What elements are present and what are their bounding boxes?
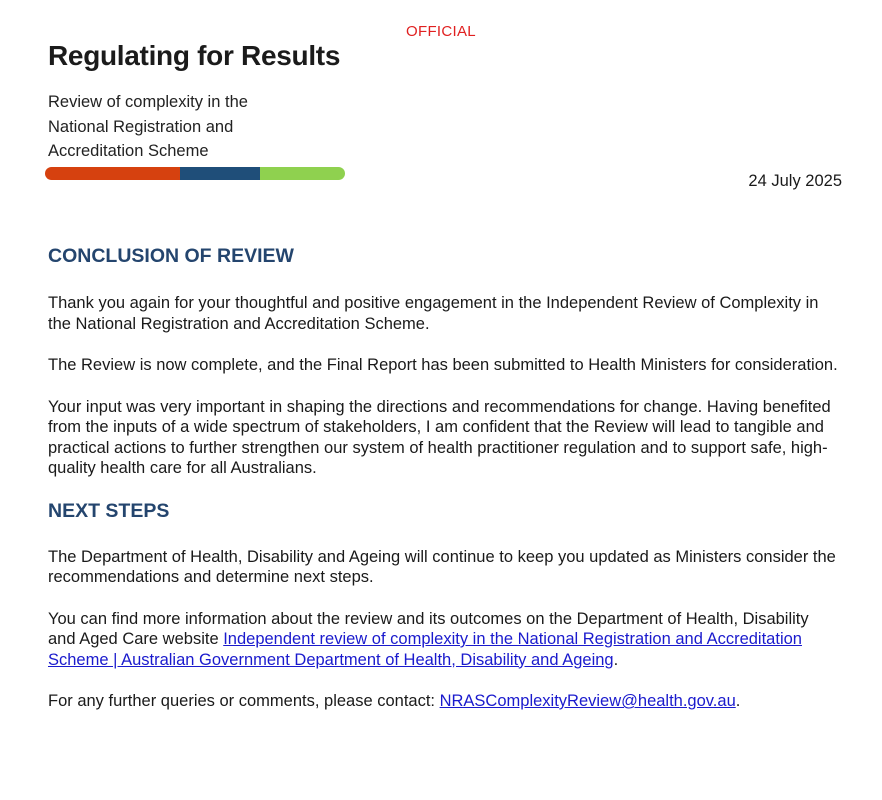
- brand-title: Regulating for Results: [48, 40, 341, 71]
- next-steps-heading: NEXT STEPS: [48, 499, 170, 522]
- paragraph-text: For any further queries or comments, please contact:: [48, 692, 440, 710]
- letter-date: 24 July 2025: [748, 172, 842, 190]
- contact-email-link[interactable]: NRASComplexityReview@health.gov.au: [439, 692, 736, 710]
- next-steps-paragraph-3: [48, 691, 838, 712]
- conclusion-paragraph-3: Your input was very important in shaping the directions and recommendations for change. Having benefited from the inputs of a wide spectrum of stakeholders, I am confident that the Review will lead to tangible and practical actions to further strengthen our system of health practitioner regulation and to support safe, high-quality health care for all Australians.: [48, 397, 831, 477]
- brand-subtitle-line: Review of complexity in the: [48, 93, 248, 111]
- brand-color-bar: [45, 167, 345, 180]
- color-bar-segment-orange: [45, 167, 180, 180]
- letter-body: [48, 245, 838, 733]
- brand-subtitle-line: Accreditation Scheme: [48, 142, 209, 160]
- classification-label: OFFICIAL: [406, 23, 476, 40]
- paragraph-text: You can find more information about the review and its outcomes on the Department of Health, Disability and Aged Care website: [48, 609, 809, 648]
- conclusion-paragraph-1: Thank you again for your thoughtful and positive engagement in the Independent Review of Complexity in the National Registration and Accreditation Scheme.: [48, 294, 819, 333]
- paragraph-text: .: [735, 692, 741, 710]
- color-bar-segment-navy: [180, 167, 260, 180]
- brand-subtitle-line: National Registration and: [48, 117, 234, 136]
- paragraph-text: .: [613, 650, 619, 669]
- conclusion-paragraph-2: The Review is now complete, and the Final Report has been submitted to Health Ministers for consideration.: [48, 356, 838, 374]
- brand-subtitle: [48, 90, 248, 164]
- color-bar-segment-green: [260, 167, 345, 180]
- next-steps-paragraph-1: The Department of Health, Disability and Ageing will continue to keep you updated as Ministers consider the recommendations and determine next steps.: [48, 547, 836, 586]
- review-page-link[interactable]: Independent review of complexity in the National Registration and Accreditation Scheme | Australian Government Department of Health, Disability and Ageing: [48, 630, 802, 669]
- next-steps-paragraph-2: [48, 609, 838, 671]
- conclusion-heading: CONCLUSION OF REVIEW: [48, 245, 294, 267]
